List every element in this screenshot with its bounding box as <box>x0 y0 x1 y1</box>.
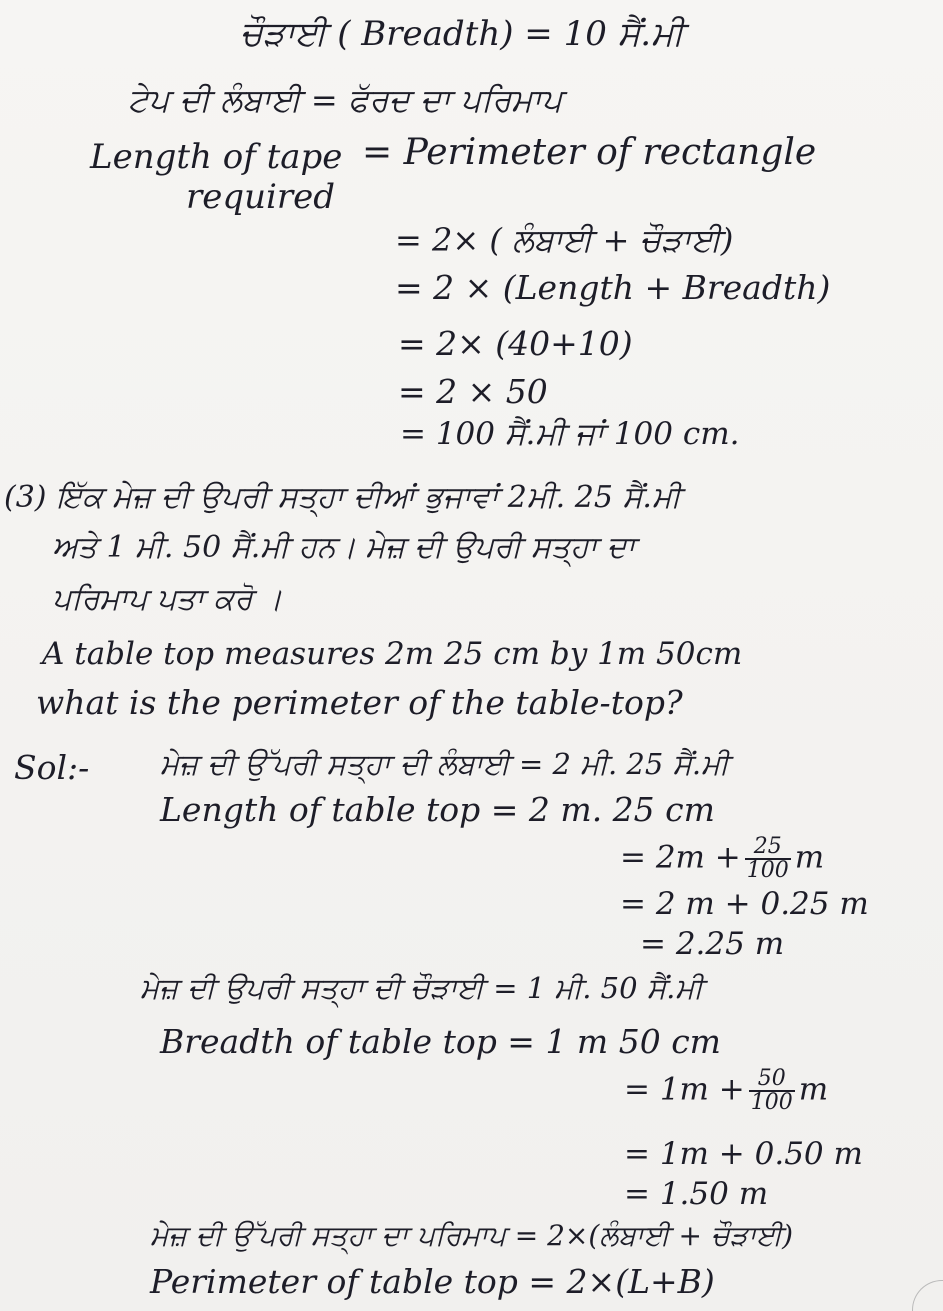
question-3-english-2: what is the perimeter of the table-top? <box>36 683 683 722</box>
breadth-fraction <box>749 1068 795 1114</box>
breadth-fraction-unit: m <box>798 1071 829 1108</box>
breadth-conversion-fraction <box>624 1068 828 1114</box>
length-punjabi: ਮੇਜ਼ ਦੀ ਉੱਪਰੀ ਸਤ੍ਹਾ ਦੀ ਲੰਬਾਈ = 2 ਮੀ. 25 ਸੈਂ.ਮੀ <box>160 747 729 781</box>
length-decimal-sum: = 2 m + 0.25 m <box>620 886 869 922</box>
length-fraction <box>745 836 791 882</box>
question-3-punjabi-3: ਪਰਿਮਾਪ ਪਤਾ ਕਰੋ । <box>52 582 283 617</box>
perimeter-punjabi: ਮੇਜ਼ ਦੀ ਉੱਪਰੀ ਸਤ੍ਹਾ ਦਾ ਪਰਿਮਾਪ = 2×(ਲੰਬਾਈ + ਚੌੜਾਈ) <box>150 1219 793 1252</box>
tape-answer: = 100 ਸੈਂ.ਮੀ ਜਾਂ 100 cm. <box>400 416 740 452</box>
perimeter-of-table-top: Perimeter of table top = 2×(L+B) <box>150 1262 715 1301</box>
perimeter-of-rectangle: = Perimeter of rectangle <box>362 132 817 173</box>
length-of-table-top: Length of table top = 2 m. 25 cm <box>160 790 715 829</box>
formula-punjabi: = 2× ( ਲੰਬਾਈ + ਚੌੜਾਈ) <box>395 221 734 259</box>
required-label: required <box>186 177 336 217</box>
formula-substituted: = 2× (40+10) <box>398 324 633 363</box>
breadth-decimal-sum: = 1m + 0.50 m <box>624 1136 863 1172</box>
breadth-fraction-numerator: 50 <box>749 1068 795 1092</box>
breadth-result: = 1.50 m <box>624 1176 769 1212</box>
breadth-of-table-top: Breadth of table top = 1 m 50 cm <box>160 1022 721 1061</box>
breadth-fraction-denominator: 100 <box>750 1090 793 1115</box>
question-3-punjabi-2: ਅਤੇ 1 ਮੀ. 50 ਸੈਂ.ਮੀ ਹਨ। ਮੇਜ਼ ਦੀ ਉਪਰੀ ਸਤ੍ਹਾ ਦਾ <box>52 530 636 565</box>
solution-label: Sol:- <box>14 748 90 787</box>
length-fraction-numerator: 25 <box>745 836 791 860</box>
length-of-tape-label: Length of tape <box>90 137 343 177</box>
formula-english: = 2 × (Length + Breadth) <box>395 268 831 307</box>
tape-length-punjabi: ਟੇਪ ਦੀ ਲੰਬਾਈ = ਫੱਰਦ ਦਾ ਪਰਿਮਾਪ <box>128 81 563 119</box>
length-fraction-denominator: 100 <box>746 858 789 883</box>
question-3-punjabi-1: (3) ਇੱਕ ਮੇਜ਼ ਦੀ ਉਪਰੀ ਸਤ੍ਹਾ ਦੀਆਂ ਭੁਜਾਵਾਂ 2ਮੀ. 25 ਸੈਂ.ਮੀ <box>4 480 681 515</box>
length-fraction-unit: m <box>794 839 825 876</box>
length-fraction-prefix: = 2m + <box>620 839 741 876</box>
length-result: = 2.25 m <box>640 926 785 962</box>
formula-product: = 2 × 50 <box>398 372 548 411</box>
question-3-english-1: A table top measures 2m 25 cm by 1m 50cm <box>42 636 743 672</box>
page-corner-mark <box>912 1280 943 1311</box>
length-conversion-fraction <box>620 836 824 882</box>
breadth-punjabi: ਮੇਜ਼ ਦੀ ਉਪਰੀ ਸਤ੍ਹਾ ਦੀ ਚੌੜਾਈ = 1 ਮੀ. 50 ਸੈਂ.ਮੀ <box>140 971 704 1005</box>
breadth-line: ਚੌੜਾਈ ( Breadth) = 10 ਸੈਂ.ਮੀ <box>240 14 684 54</box>
breadth-fraction-prefix: = 1m + <box>624 1071 745 1108</box>
